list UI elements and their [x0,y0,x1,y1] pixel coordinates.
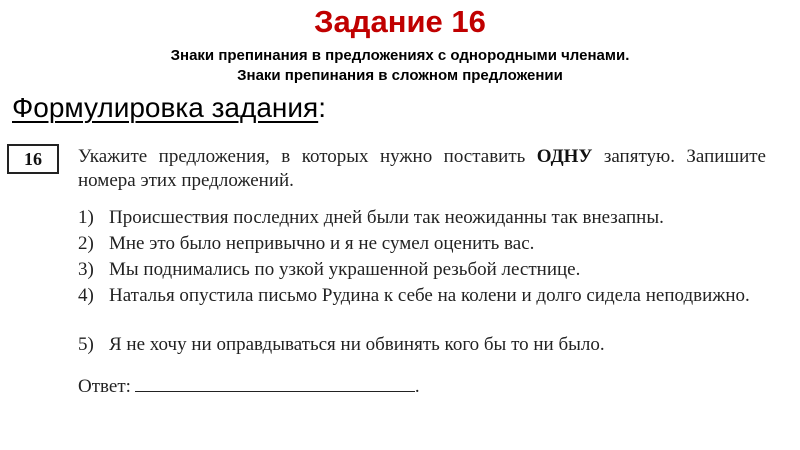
slide-title: Задание 16 [314,4,486,39]
item-number: 3) [78,259,94,280]
item-text: Мне это было непривычно и я не сумел оценить вас. [109,233,535,254]
item-text: Мы поднимались по узкой украшенной резьбой лестнице. [109,259,581,280]
section-heading-colon: : [318,92,326,123]
answer-label: Ответ: [78,376,131,397]
section-heading-text: Формулировка задания [12,92,319,123]
item-number: 4) [78,285,94,306]
slide-subtitle-line-2: Знаки препинания в сложном предложении [237,67,563,84]
answer-blank[interactable] [135,373,415,392]
item-number: 2) [78,233,94,254]
section-heading [12,90,326,126]
item-number: 1) [78,207,94,228]
answer-period: . [414,376,420,397]
item-number: 5) [78,334,94,355]
instruction-text-end: запятую. Запишите номера этих предложений. [78,146,766,191]
answer-row [78,373,420,399]
item-text: Я не хочу ни оправдываться ни обвинять кого бы то ни было. [109,334,605,355]
item-text: Происшествия последних дней были так неожиданны так внезапны. [109,207,664,228]
instruction-emphasis: ОДНУ [536,146,593,167]
instruction-text-start: Укажите предложения, в которых нужно поставить [78,146,537,167]
item-text: Наталья опустила письмо Рудина к себе на колени и долго сидела неподвижно. [109,285,750,306]
task-number-box: 16 [7,144,59,174]
task-instruction [78,145,766,193]
slide-subtitle-line-1: Знаки препинания в предложениях с однородными членами. [170,47,630,64]
